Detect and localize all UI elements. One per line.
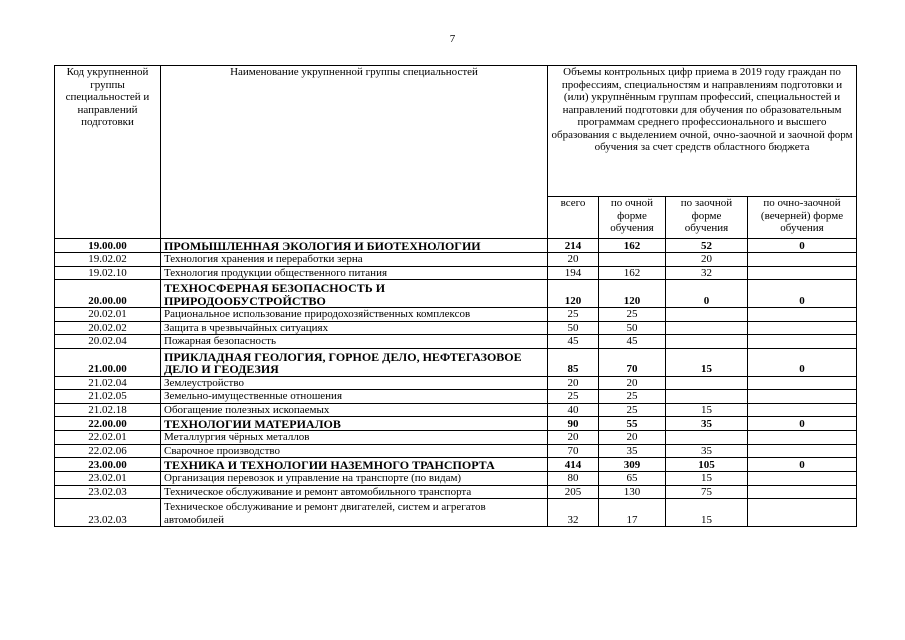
header-name: Наименование укрупненной группы специальностей [161, 66, 548, 239]
table-row [55, 485, 857, 499]
header-code: Код укрупненной группы специальностей и направлений подготовки [55, 66, 161, 239]
header-volumes: Объемы контрольных цифр приема в 2019 году граждан по профессиям, специальностям и направлениям подготовки и (или) укрупнённым группам профессий, специальностей и направлений подготовки для обучения по образовательным программам среднего профессионального и высшего образования с выделением очной, очно-заочной и заочной форм обучения за счет средств областного бюджета [548, 66, 857, 197]
fulltime-cell: 45 [599, 335, 666, 349]
fulltime-cell: 25 [599, 403, 666, 417]
evening-cell [748, 376, 857, 390]
total-cell: 120 [548, 280, 599, 308]
fulltime-cell: 35 [599, 444, 666, 458]
correspondence-cell: 0 [666, 280, 748, 308]
header-correspondence: по заочной форме обучения [666, 197, 748, 239]
total-cell: 20 [548, 431, 599, 445]
header-evening: по очно-заочной (вечерней) форме обучения [748, 197, 857, 239]
evening-cell [748, 431, 857, 445]
code-cell: 23.02.03 [55, 485, 161, 499]
total-cell: 45 [548, 335, 599, 349]
total-cell: 70 [548, 444, 599, 458]
total-cell: 214 [548, 239, 599, 253]
code-cell: 23.02.01 [55, 472, 161, 486]
name-cell: Организация перевозок и управление на транспорте (по видам) [161, 472, 548, 486]
table-row [55, 253, 857, 267]
table-row [55, 321, 857, 335]
evening-cell [748, 308, 857, 322]
fulltime-cell: 130 [599, 485, 666, 499]
evening-cell [748, 390, 857, 404]
evening-cell [748, 485, 857, 499]
name-cell: Пожарная безопасность [161, 335, 548, 349]
correspondence-cell: 15 [666, 499, 748, 527]
evening-cell [748, 335, 857, 349]
fulltime-cell: 20 [599, 431, 666, 445]
fulltime-cell: 120 [599, 280, 666, 308]
evening-cell [748, 266, 857, 280]
total-cell: 85 [548, 348, 599, 376]
code-cell: 22.02.06 [55, 444, 161, 458]
evening-cell: 0 [748, 348, 857, 376]
fulltime-cell: 55 [599, 417, 666, 431]
code-cell: 21.00.00 [55, 348, 161, 376]
total-cell: 90 [548, 417, 599, 431]
fulltime-cell: 162 [599, 266, 666, 280]
code-cell: 23.00.00 [55, 458, 161, 472]
fulltime-cell: 50 [599, 321, 666, 335]
code-cell: 19.02.02 [55, 253, 161, 267]
correspondence-cell [666, 321, 748, 335]
name-cell: Металлургия чёрных металлов [161, 431, 548, 445]
header-total: всего [548, 197, 599, 239]
admission-quota-table [54, 65, 857, 527]
name-cell: Техническое обслуживание и ремонт автомобильного транспорта [161, 485, 548, 499]
code-cell: 19.00.00 [55, 239, 161, 253]
name-cell: Обогащение полезных ископаемых [161, 403, 548, 417]
evening-cell [748, 403, 857, 417]
total-cell: 20 [548, 376, 599, 390]
total-cell: 50 [548, 321, 599, 335]
fulltime-cell [599, 253, 666, 267]
evening-cell: 0 [748, 239, 857, 253]
correspondence-cell [666, 431, 748, 445]
table-row [55, 499, 857, 527]
fulltime-cell: 25 [599, 308, 666, 322]
evening-cell [748, 444, 857, 458]
group-row [55, 348, 857, 376]
evening-cell [748, 253, 857, 267]
correspondence-cell: 15 [666, 472, 748, 486]
code-cell: 21.02.04 [55, 376, 161, 390]
name-cell: ТЕХНОСФЕРНАЯ БЕЗОПАСНОСТЬ И ПРИРОДООБУСТРОЙСТВО [161, 280, 548, 308]
name-cell: Технология продукции общественного питания [161, 266, 548, 280]
evening-cell: 0 [748, 280, 857, 308]
evening-cell: 0 [748, 417, 857, 431]
code-cell: 22.02.01 [55, 431, 161, 445]
code-cell: 20.00.00 [55, 280, 161, 308]
fulltime-cell: 20 [599, 376, 666, 390]
header-fulltime: по очной форме обучения [599, 197, 666, 239]
fulltime-cell: 162 [599, 239, 666, 253]
correspondence-cell: 32 [666, 266, 748, 280]
group-row [55, 239, 857, 253]
correspondence-cell: 105 [666, 458, 748, 472]
correspondence-cell: 52 [666, 239, 748, 253]
code-cell: 21.02.05 [55, 390, 161, 404]
name-cell: Технология хранения и переработки зерна [161, 253, 548, 267]
correspondence-cell [666, 376, 748, 390]
name-cell: Землеустройство [161, 376, 548, 390]
table-row [55, 472, 857, 486]
code-cell: 20.02.02 [55, 321, 161, 335]
name-cell: Техническое обслуживание и ремонт двигателей, систем и агрегатов автомобилей [161, 499, 548, 527]
table-row [55, 403, 857, 417]
table-row [55, 308, 857, 322]
table-row [55, 376, 857, 390]
total-cell: 205 [548, 485, 599, 499]
table-row [55, 444, 857, 458]
total-cell: 80 [548, 472, 599, 486]
table-body [55, 239, 857, 527]
evening-cell [748, 499, 857, 527]
table-row [55, 335, 857, 349]
total-cell: 20 [548, 253, 599, 267]
table-row [55, 431, 857, 445]
evening-cell [748, 321, 857, 335]
total-cell: 414 [548, 458, 599, 472]
name-cell: ПРИКЛАДНАЯ ГЕОЛОГИЯ, ГОРНОЕ ДЕЛО, НЕФТЕГАЗОВОЕ ДЕЛО И ГЕОДЕЗИЯ [161, 348, 548, 376]
correspondence-cell [666, 308, 748, 322]
name-cell: Защита в чрезвычайных ситуациях [161, 321, 548, 335]
code-cell: 23.02.03 [55, 499, 161, 527]
code-cell: 20.02.04 [55, 335, 161, 349]
fulltime-cell: 65 [599, 472, 666, 486]
table-row [55, 390, 857, 404]
fulltime-cell: 25 [599, 390, 666, 404]
total-cell: 40 [548, 403, 599, 417]
correspondence-cell: 35 [666, 417, 748, 431]
fulltime-cell: 70 [599, 348, 666, 376]
name-cell: Земельно-имущественные отношения [161, 390, 548, 404]
group-row [55, 458, 857, 472]
code-cell: 22.00.00 [55, 417, 161, 431]
correspondence-cell: 20 [666, 253, 748, 267]
group-row [55, 417, 857, 431]
evening-cell: 0 [748, 458, 857, 472]
correspondence-cell: 75 [666, 485, 748, 499]
table-row [55, 266, 857, 280]
fulltime-cell: 17 [599, 499, 666, 527]
name-cell: ТЕХНОЛОГИИ МАТЕРИАЛОВ [161, 417, 548, 431]
correspondence-cell: 35 [666, 444, 748, 458]
code-cell: 20.02.01 [55, 308, 161, 322]
total-cell: 194 [548, 266, 599, 280]
correspondence-cell [666, 390, 748, 404]
name-cell: Сварочное производство [161, 444, 548, 458]
correspondence-cell [666, 335, 748, 349]
evening-cell [748, 472, 857, 486]
name-cell: ПРОМЫШЛЕННАЯ ЭКОЛОГИЯ И БИОТЕХНОЛОГИИ [161, 239, 548, 253]
code-cell: 21.02.18 [55, 403, 161, 417]
correspondence-cell: 15 [666, 348, 748, 376]
page-number: 7 [449, 33, 456, 45]
total-cell: 32 [548, 499, 599, 527]
name-cell: Рациональное использование природохозяйственных комплексов [161, 308, 548, 322]
correspondence-cell: 15 [666, 403, 748, 417]
total-cell: 25 [548, 308, 599, 322]
total-cell: 25 [548, 390, 599, 404]
code-cell: 19.02.10 [55, 266, 161, 280]
group-row [55, 280, 857, 308]
fulltime-cell: 309 [599, 458, 666, 472]
name-cell: ТЕХНИКА И ТЕХНОЛОГИИ НАЗЕМНОГО ТРАНСПОРТА [161, 458, 548, 472]
